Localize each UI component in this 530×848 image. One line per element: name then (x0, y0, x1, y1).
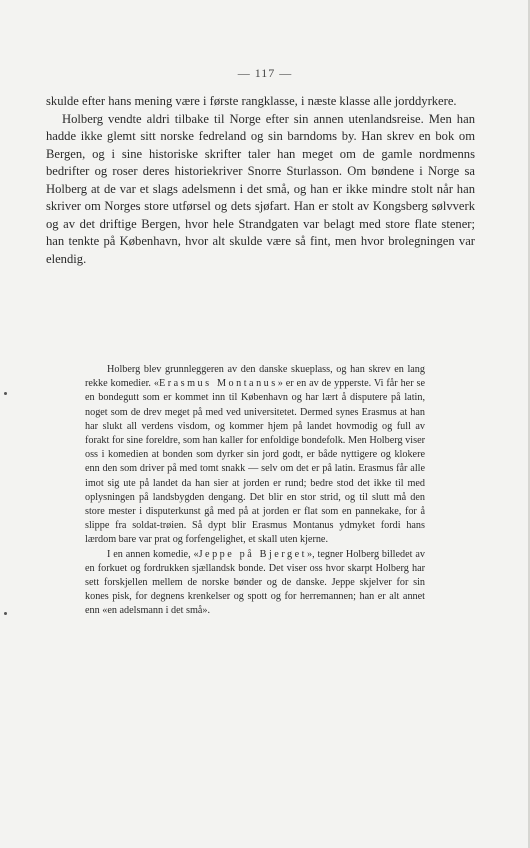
excerpt-p2-body: », tegner Holberg billedet av en forkuet og fordrukken sjællandsk bonde. Det viser oss hvor skarpt Holberg har sett forskjellen mellem de norske bønder og de danske. Jeppe skjelver for sin kones pisk, for degnens krenkelser og spott og for herremannen; han er alt annet enn «en adelsmann i det små». (85, 548, 425, 617)
paragraph-1: skulde efter hans mening være i første rangklasse, i næste klasse alle jorddyrkere. (46, 94, 457, 108)
excerpt-paragraph-2 (85, 548, 425, 619)
excerpt-paragraph-1 (85, 363, 425, 548)
excerpt-p1-body: » er en av de ypperste. Vi får her se en bondegutt som er kommet inn til København og har lært å disputere på latin, noget som de drev meget på med ved universitetet. Dermed synes Erasmus at han har slukt all verdens visdom, og kommer hjem på landet hovmodig og full av forakt for sine foreldre, som han kaller for enfoldige bondefolk. Men Holberg viser oss i komedien at bonden som dyrker sin jord godt, er både nyttigere og klokere enn den som driver på med tomt snakk — selv om det er på latin. Erasmus får alle imot sig ute på landet da han sier at jorden er rund; bedre stod det ikke til med oplysningen på landsbygden dengang. Det blir en stor strid, og til slutt må den store mester i disputerkunst gå med på at jorden er flat som en pannekake, for å slippe fra soldat-trøien. Så dypt blir Erasmus Montanus ydmyket fordi hans lærdom bare var prat og forfengelighet, et skall uten kjerne. (85, 378, 425, 546)
page-number: — 117 — (237, 66, 293, 80)
paragraph-2: Holberg vendte aldri tilbake til Norge efter sin annen utenlandsreise. Men han hadde ikke glemt sitt norske fedreland og sin barndoms by. Han skrev en bok om Bergen, og i sine historiske skrifter taler han meget om de gamle nordmenns bedrifter og roser deres historiekriver Snorre Sturlasson. Om bøndene i Norge sa Holberg at de var et slags adelsmenn i det små, og han er ikke mindre stolt når han skriver om Norges store utførsel og dets sjøfart. Han er stolt av Kongsberg sølvverk og av det driftige Bergen, hvor hele Strandgaten var belagt med store flate stener; han tenkte på København, hvor alt skulde være så fint, men hvor brolegningen var elendig. (46, 111, 475, 266)
comedy-title-jeppe: Jeppe på Bjerget (198, 548, 307, 560)
comedy-title-erasmus: Erasmus Montanus (158, 378, 278, 390)
excerpt-p1-intro: Holberg blev grunnleggeren av den danske skueplass, og han skrev en lang rekke komedier. « (85, 364, 425, 390)
main-body-text (46, 93, 475, 268)
margin-mark-1 (4, 392, 7, 395)
excerpt-p2-intro: I en annen komedie, « (107, 548, 199, 560)
margin-mark-2 (4, 612, 7, 615)
excerpt-text (85, 363, 425, 619)
